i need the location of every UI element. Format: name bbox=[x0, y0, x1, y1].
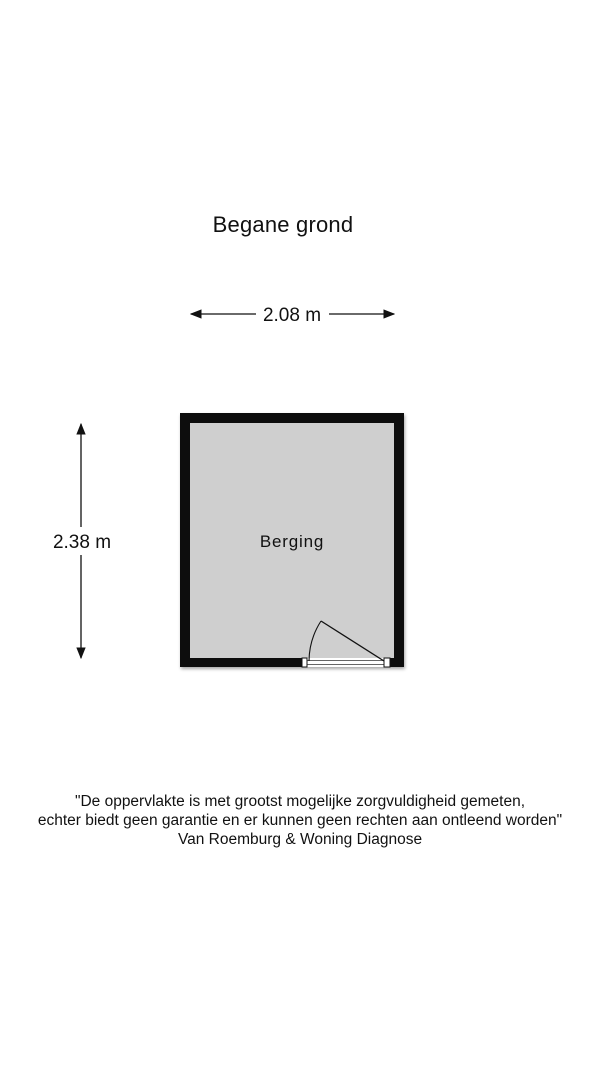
wall-bottom-left bbox=[180, 658, 302, 667]
floor-title: Begane grond bbox=[212, 212, 354, 237]
disclaimer-line-1: "De oppervlakte is met grootst mogelijke zorgvuldigheid gemeten, bbox=[74, 793, 526, 810]
disclaimer-line-3: Van Roemburg & Woning Diagnose bbox=[177, 831, 423, 848]
wall-bottom-right bbox=[390, 658, 404, 667]
door-opening bbox=[307, 658, 384, 667]
disclaimer bbox=[0, 792, 600, 849]
room-label-berging: Berging bbox=[259, 532, 325, 551]
door-jamb-right bbox=[384, 658, 390, 667]
width-dimension-label: 2.08 m bbox=[262, 305, 322, 326]
height-dimension-label: 2.38 m bbox=[52, 532, 112, 553]
wall-right bbox=[394, 413, 404, 667]
height-dimension bbox=[53, 424, 111, 658]
wall-top bbox=[180, 413, 404, 423]
disclaimer-line-2: echter biedt geen garantie en er kunnen geen rechten aan ontleend worden" bbox=[37, 812, 563, 829]
door-jamb-left bbox=[302, 658, 307, 667]
width-dimension bbox=[191, 305, 394, 326]
wall-left bbox=[180, 413, 190, 667]
